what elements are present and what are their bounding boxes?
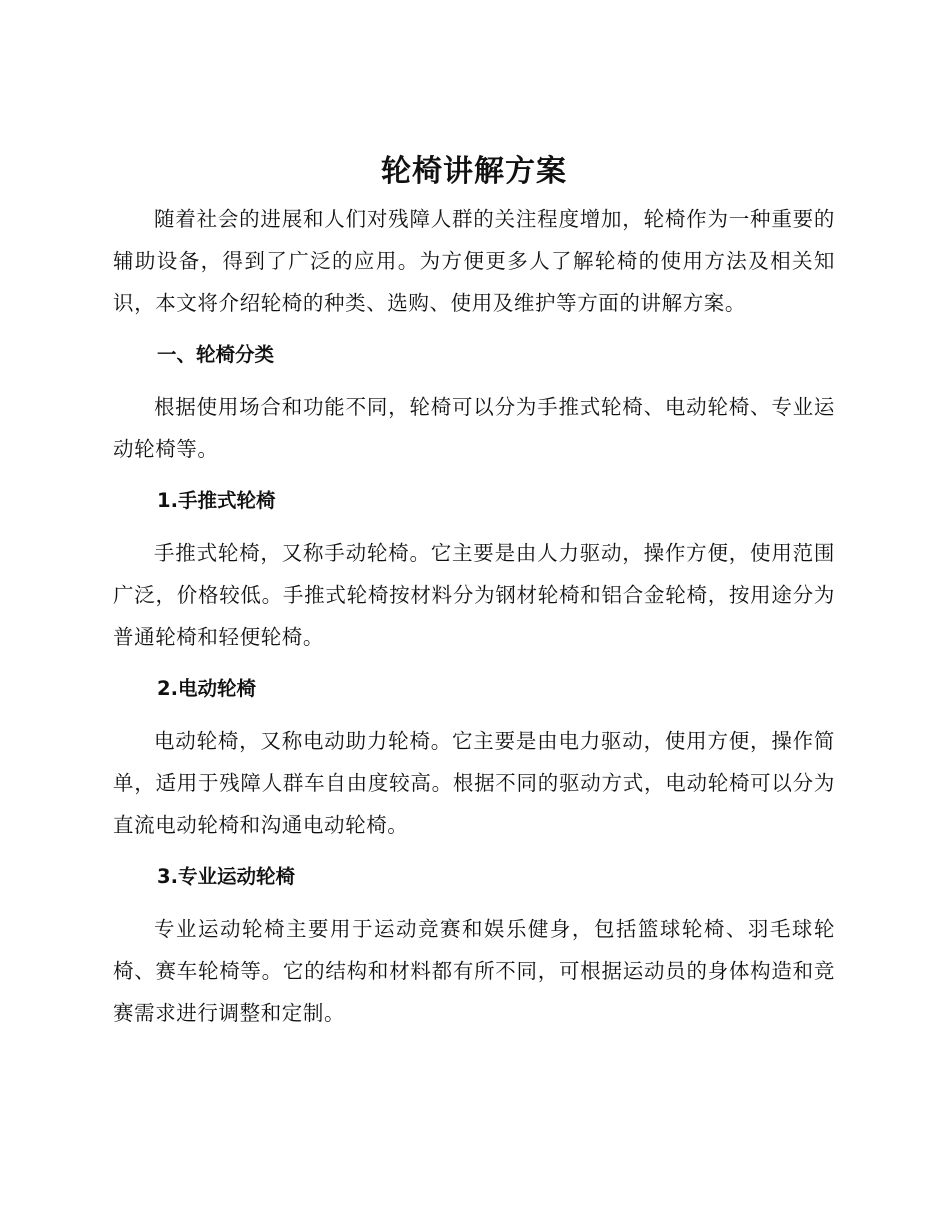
sports-wheelchair-paragraph: 专业运动轮椅主要用于运动竞赛和娱乐健身，包括篮球轮椅、羽毛球轮椅、赛车轮椅等。它的结构和材料都有所不同，可根据运动员的身体构造和竞赛需求进行调整和定制。 (113, 917, 835, 1025)
manual-wheelchair-paragraph: 手推式轮椅，又称手动轮椅。它主要是由人力驱动，操作方便，使用范围广泛，价格较低。手推式轮椅按材料分为钢材轮椅和铝合金轮椅，按用途分为普通轮椅和轻便轮椅。 (113, 541, 835, 649)
subheading-electric-wheelchair: 2.电动轮椅 (157, 677, 256, 700)
document-page (113, 150, 835, 1034)
section-heading-classification: 一、轮椅分类 (157, 343, 275, 366)
subheading-manual-wheelchair: 1.手推式轮椅 (157, 489, 276, 512)
intro-paragraph: 随着社会的进展和人们对残障人群的关注程度增加，轮椅作为一种重要的辅助设备，得到了广泛的应用。为方便更多人了解轮椅的使用方法及相关知识，本文将介绍轮椅的种类、选购、使用及维护等方面的讲解方案。 (113, 207, 835, 315)
classification-paragraph: 根据使用场合和功能不同，轮椅可以分为手推式轮椅、电动轮椅、专业运动轮椅等。 (113, 395, 835, 461)
electric-wheelchair-paragraph: 电动轮椅，又称电动助力轮椅。它主要是由电力驱动，使用方便，操作简单，适用于残障人群车自由度较高。根据不同的驱动方式，电动轮椅可以分为直流电动轮椅和沟通电动轮椅。 (113, 729, 835, 837)
document-title: 轮椅讲解方案 (381, 154, 567, 189)
subheading-sports-wheelchair: 3.专业运动轮椅 (157, 865, 295, 888)
